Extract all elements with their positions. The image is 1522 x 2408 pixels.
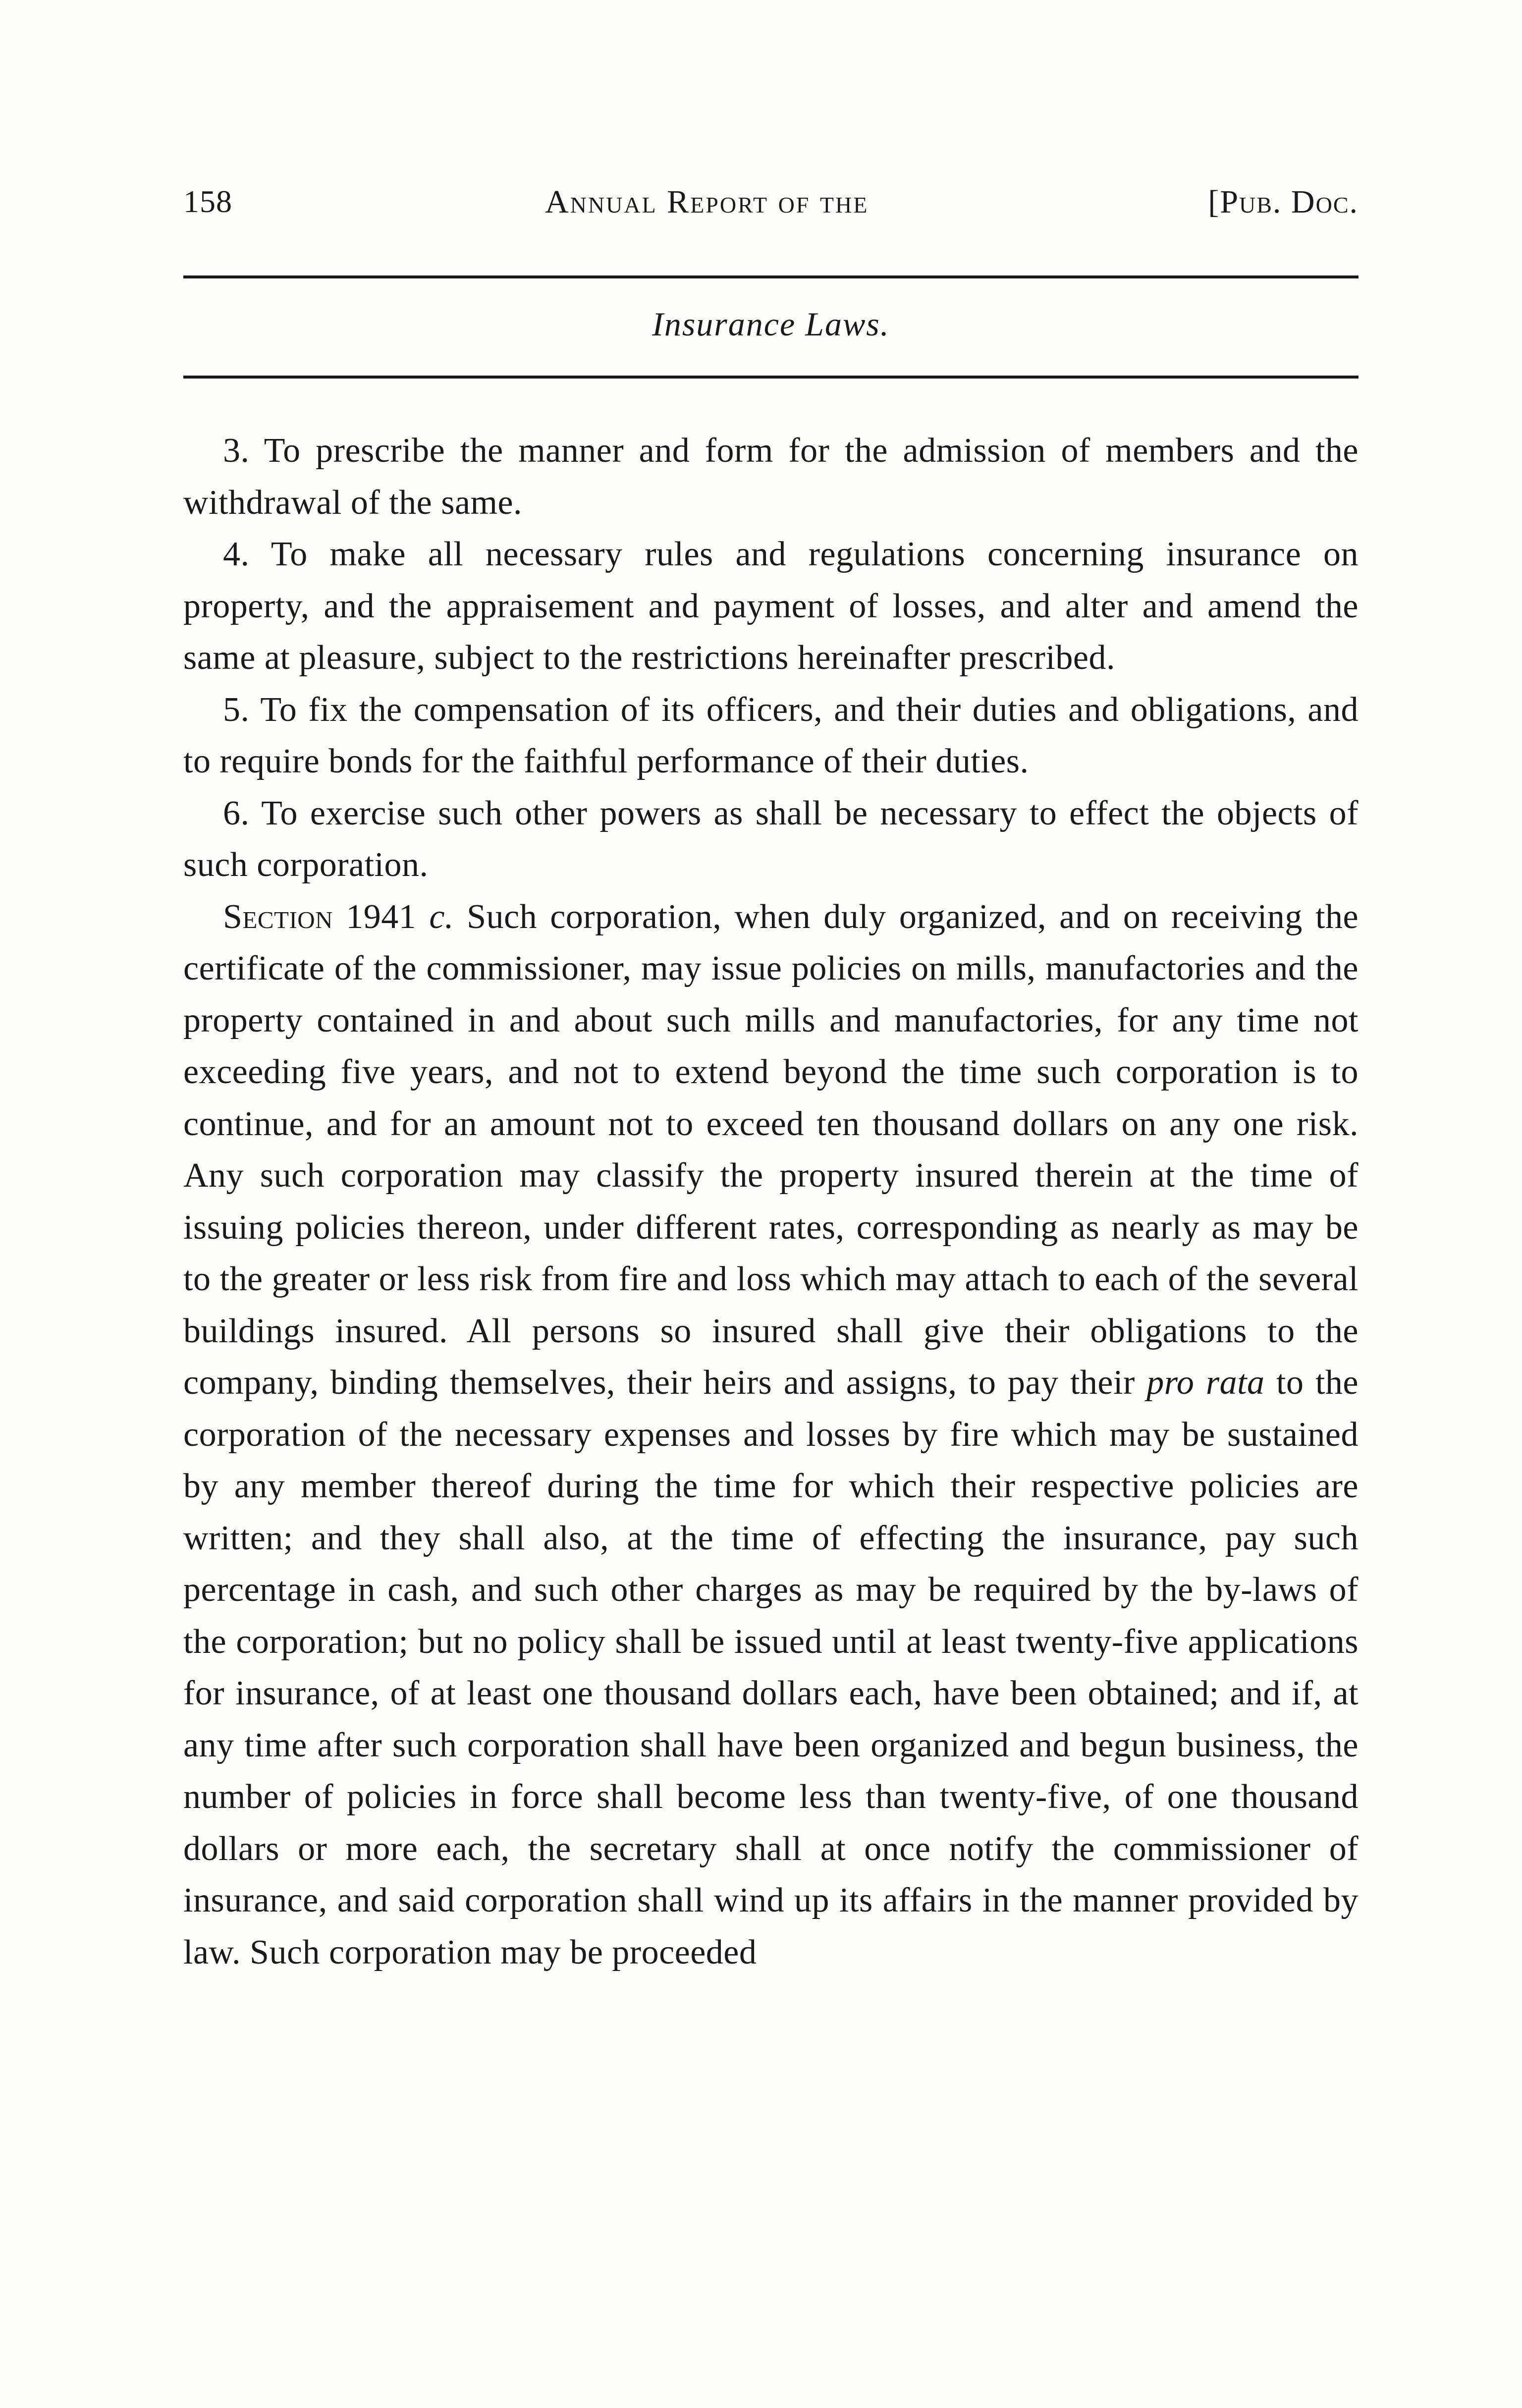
paragraph-item-4: 4. To make all necessary rules and regulations concerning insurance on property, and the appraisement and payment of losses, and alter and amend the same at pleasure, subject to the restrictions hereinafter prescribed. <box>183 535 1359 677</box>
paragraph-item-5: 5. To fix the compensation of its officers, and their duties and obligations, and to require bonds for the faithful performance of their duties. <box>183 690 1359 780</box>
section-paragraph <box>183 891 1359 1979</box>
section-letter: c. <box>429 897 454 936</box>
header-doc-label: [Pub. Doc. <box>1208 184 1359 220</box>
latin-phrase: pro rata <box>1146 1364 1265 1402</box>
running-header <box>183 183 1359 228</box>
header-rule-top <box>183 275 1359 278</box>
paragraph-item-6: 6. To exercise such other powers as shall be necessary to effect the objects of such corporation. <box>183 794 1359 884</box>
section-number: 1941 <box>346 897 417 936</box>
page-number: 158 <box>183 184 232 219</box>
section-label: Section <box>223 897 333 936</box>
section-text-part2: to the corporation of the necessary expenses and losses by fire which may be sustained by any member thereof during the time for which their respective policies are written; and they shall also, at the time of effecting the insurance, pay such percentage in cash, and such other charges as may be required by the by-laws of the corporation; but no policy shall be issued until at least twenty-five applications for insurance, of at least one thousand dollars each, have been obtained; and if, at any time after such corporation shall have been organized and begun business, the number of policies in force shall become less than twenty-five, of one thousand dollars or more each, the secretary shall at once notify the commissioner of insurance, and said corporation shall wind up its affairs in the manner provided by law. Such corporation may be proceeded <box>183 1364 1359 1971</box>
body-text <box>183 425 1359 1978</box>
header-rule-bottom <box>183 376 1359 379</box>
paragraph-item-3: 3. To prescribe the manner and form for the admission of members and the withdrawal of the same. <box>183 432 1359 522</box>
header-title: Annual Report of the <box>545 184 869 220</box>
section-text-part1: Such corporation, when duly organized, and on receiving the certificate of the commissioner, may issue policies on mills, manufactories and the property contained in and about such mills and manufactories, for any time not exceeding five years, and not to extend beyond the time such corporation is to continue, and for an amount not to exceed ten thousand dollars on any one risk. Any such corporation may classify the property insured therein at the time of issuing policies thereon, under different rates, corresponding as nearly as may be to the greater or less risk from fire and loss which may attach to each of the several buildings insured. All persons so insured shall give their obligations to the company, binding themselves, their heirs and assigns, to pay their <box>183 897 1359 1402</box>
section-title: Insurance Laws. <box>652 305 890 343</box>
